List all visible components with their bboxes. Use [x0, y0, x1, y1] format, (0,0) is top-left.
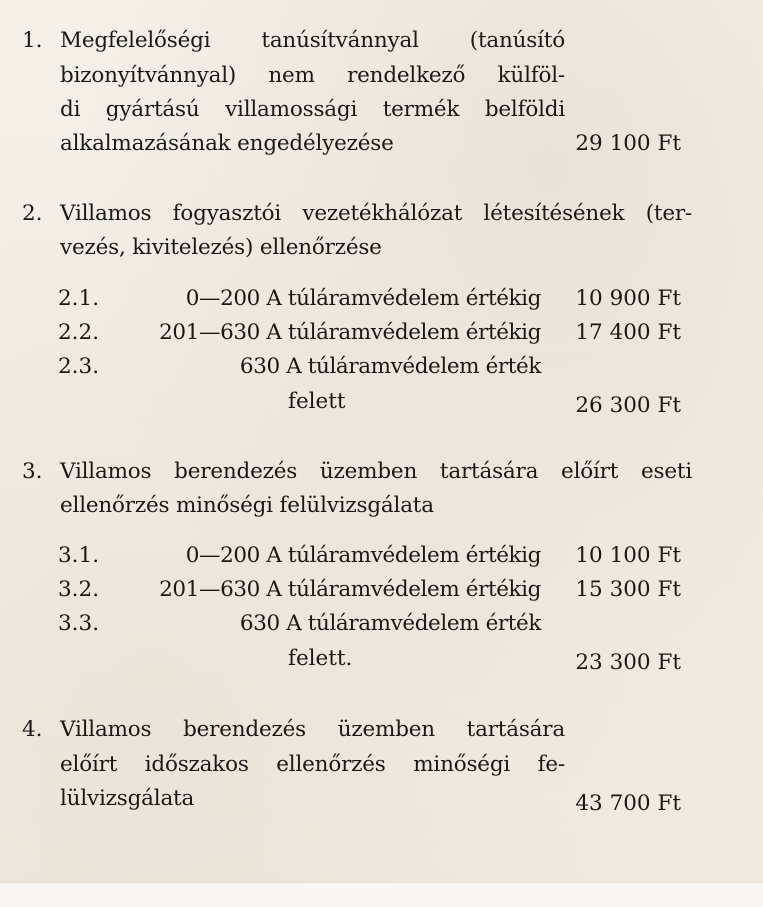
item-number: 1.	[22, 28, 43, 53]
subitem-price: 15 300 Ft	[575, 577, 681, 602]
item-text-line: vezés, kivitelezés) ellenőrzése	[60, 235, 382, 260]
item-number: 3.	[22, 459, 43, 484]
subitem-price: 10 100 Ft	[575, 543, 681, 568]
item-text-line: ellenőrzés minőségi felülvizsgálata	[60, 493, 434, 518]
item-text-line: alkalmazásának engedélyezése	[60, 131, 394, 156]
subitem-number: 2.1.	[58, 286, 100, 311]
subitem-description-continued: felett	[288, 389, 346, 414]
item-text-line: bizonyítvánnyal) nem rendelkező külföl-	[60, 63, 565, 88]
item-text-line: előírt időszakos ellenőrzés minőségi fe-	[60, 752, 565, 777]
subitem-description: 201—630 A túláramvédelem értékig	[159, 577, 541, 602]
subitem-description: 630 A túláramvédelem érték	[239, 611, 541, 636]
subitem-description-continued: felett.	[288, 646, 353, 671]
item-number: 2.	[22, 201, 43, 226]
subitem-price: 17 400 Ft	[575, 320, 681, 345]
subitem-price: 10 900 Ft	[575, 286, 681, 311]
item-text-line: Megfelelőségi tanúsítvánnyal (tanúsító	[60, 28, 565, 53]
item-price: 29 100 Ft	[575, 131, 681, 156]
subitem-price: 23 300 Ft	[575, 650, 681, 675]
item-text-line: lülvizsgálata	[60, 786, 195, 811]
subitem-number: 3.3.	[58, 611, 100, 636]
subitem-description: 201—630 A túláramvédelem értékig	[159, 320, 541, 345]
item-number: 4.	[22, 717, 43, 742]
subitem-price: 26 300 Ft	[575, 393, 681, 418]
item-text-line: Villamos berendezés üzemben tartására	[60, 717, 565, 742]
subitem-number: 3.1.	[58, 543, 100, 568]
subitem-number: 3.2.	[58, 577, 100, 602]
subitem-description: 0—200 A túláramvédelem értékig	[185, 543, 541, 568]
item-text-line: Villamos berendezés üzemben tartására előírt eseti	[60, 459, 692, 484]
item-text-line: Villamos fogyasztói vezetékhálózat létesítésének (ter-	[60, 201, 692, 226]
subitem-number: 2.3.	[58, 354, 100, 379]
item-text-line: di gyártású villamossági termék belföldi	[60, 97, 565, 122]
item-price: 43 700 Ft	[575, 791, 681, 816]
subitem-description: 630 A túláramvédelem érték	[239, 354, 541, 379]
bottom-margin-strip	[0, 882, 763, 907]
subitem-description: 0—200 A túláramvédelem értékig	[185, 286, 541, 311]
subitem-number: 2.2.	[58, 320, 100, 345]
